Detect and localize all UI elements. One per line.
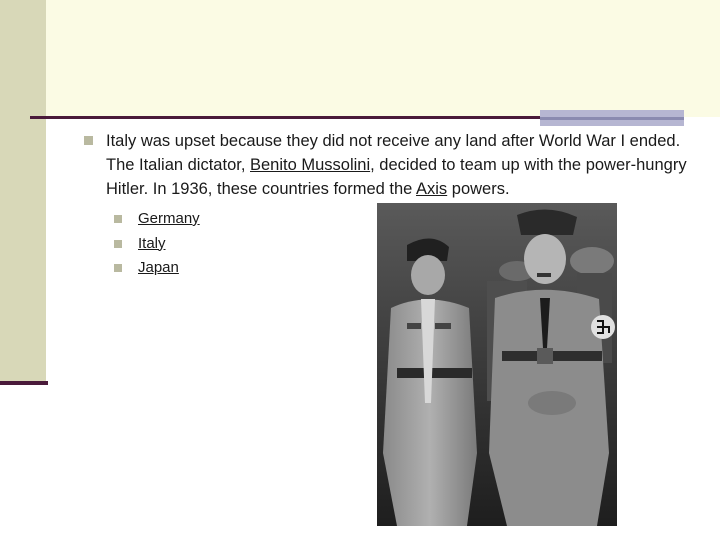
- japan-link[interactable]: Japan: [138, 259, 179, 276]
- square-bullet-icon: [114, 215, 122, 223]
- side-band-rule: [0, 381, 48, 385]
- germany-link[interactable]: Germany: [138, 210, 200, 227]
- main-text-part-3: powers.: [447, 180, 510, 198]
- main-text-part-2: , decided to team up with the power-hungry Hitler. In 1936, these countries formed the: [106, 156, 687, 198]
- mussolini-link[interactable]: Benito Mussolini: [250, 156, 371, 174]
- slide-side-band: [0, 0, 46, 384]
- square-bullet-icon: [114, 264, 122, 272]
- title-rule: [30, 116, 540, 119]
- slide-header-band: [0, 0, 720, 117]
- square-bullet-icon: [114, 240, 122, 248]
- axis-link[interactable]: Axis: [416, 180, 448, 198]
- italy-link[interactable]: Italy: [138, 234, 166, 252]
- main-bullet: [84, 129, 694, 201]
- title-rule-accent: [540, 110, 684, 126]
- main-text-part-1: Italy was upset because they did not receive any land after World War I ended. The Italian dictator,: [106, 132, 681, 174]
- mussolini-hitler-photo: [377, 203, 617, 526]
- square-bullet-icon: [84, 136, 93, 145]
